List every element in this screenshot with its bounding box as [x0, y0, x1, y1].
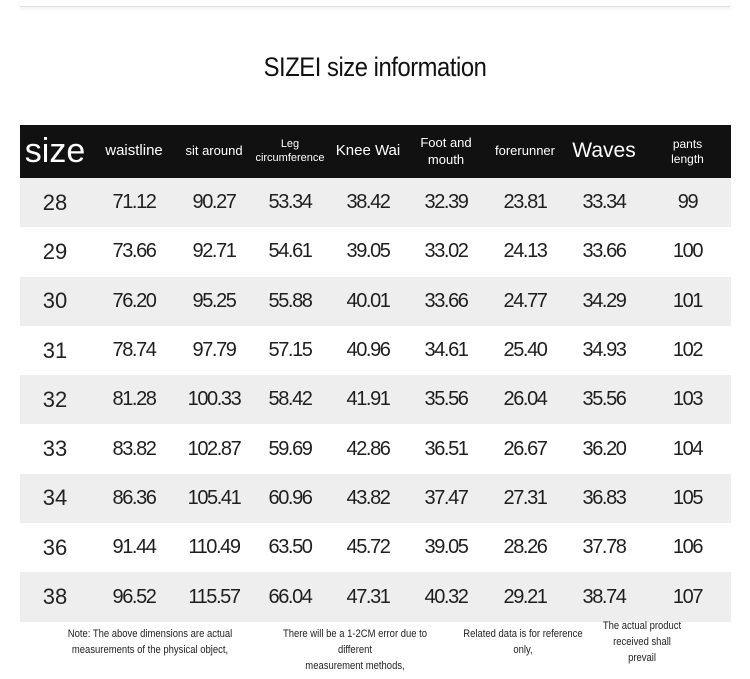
cell-knee-wai: 47.31 — [346, 585, 390, 608]
cell-sit-around: 90.27 — [192, 191, 236, 214]
header-waistline-label: waistline — [105, 142, 163, 160]
note-reference-line1: Related data is for reference — [463, 628, 583, 640]
cell-waves: 35.56 — [582, 388, 626, 411]
cell-waves: 33.34 — [582, 191, 626, 214]
cell-pants-length: 100 — [672, 240, 703, 263]
cell-pants-length: 104 — [672, 437, 703, 460]
cell-size: 29 — [42, 238, 68, 264]
cell-foot-and-mouth: 39.05 — [424, 536, 468, 559]
size-table — [20, 125, 731, 622]
header-leg-circumference-line2: circumference — [255, 151, 325, 164]
cell-knee-wai: 43.82 — [346, 486, 390, 509]
cell-foot-and-mouth: 40.32 — [424, 585, 468, 608]
cell-waistline: 81.28 — [112, 388, 156, 411]
cell-forerunner: 26.67 — [503, 437, 547, 460]
cell-pants-length: 102 — [672, 339, 703, 362]
table-row — [20, 424, 731, 473]
cell-foot-and-mouth: 33.02 — [424, 240, 468, 263]
cell-sit-around: 100.33 — [187, 388, 241, 411]
header-forerunner-label: forerunner — [495, 143, 555, 159]
cell-knee-wai: 41.91 — [346, 388, 390, 411]
table-row — [20, 474, 731, 523]
cell-leg-circumference: 63.50 — [268, 536, 312, 559]
cell-leg-circumference: 54.61 — [268, 240, 312, 263]
header-foot-and-mouth — [406, 125, 486, 178]
cell-foot-and-mouth: 37.47 — [424, 486, 468, 509]
cell-knee-wai: 40.01 — [346, 289, 390, 312]
cell-foot-and-mouth: 33.66 — [424, 289, 468, 312]
cell-size: 36 — [42, 534, 68, 560]
cell-leg-circumference: 57.15 — [268, 339, 312, 362]
cell-waistline: 86.36 — [112, 486, 156, 509]
cell-forerunner: 27.31 — [503, 486, 547, 509]
cell-sit-around: 95.25 — [192, 289, 236, 312]
note-actual-product-line2: received shall — [613, 636, 671, 648]
header-foot-and-mouth-line1: Foot and — [420, 135, 472, 151]
table-row — [20, 326, 731, 375]
cell-foot-and-mouth: 34.61 — [424, 339, 468, 362]
note-actual-product — [592, 618, 692, 666]
cell-forerunner: 24.13 — [503, 240, 547, 263]
cell-forerunner: 23.81 — [503, 191, 547, 214]
note-measurement-line2: measurements of the physical object, — [71, 644, 229, 656]
header-waves — [564, 125, 644, 178]
note-error-line2: measurement methods, — [305, 660, 405, 672]
cell-size: 31 — [42, 337, 68, 363]
cell-waistline: 91.44 — [112, 536, 156, 559]
cell-knee-wai: 45.72 — [346, 536, 390, 559]
header-size-label: size — [24, 132, 86, 171]
cell-waves: 34.93 — [582, 339, 626, 362]
header-pants-length-line2: length — [671, 151, 704, 166]
cell-forerunner: 29.21 — [503, 585, 547, 608]
note-measurement-line1: Note: The above dimensions are actual — [67, 628, 233, 640]
cell-waistline: 71.12 — [112, 191, 156, 214]
note-reference-line2: only, — [513, 644, 533, 656]
cell-waves: 38.74 — [582, 585, 626, 608]
cell-pants-length: 103 — [672, 388, 703, 411]
cell-leg-circumference: 55.88 — [268, 289, 312, 312]
header-foot-and-mouth-line2: mouth — [427, 151, 465, 167]
cell-sit-around: 97.79 — [192, 339, 236, 362]
header-pants-length-line1: pants — [672, 136, 703, 151]
cell-size: 34 — [42, 485, 68, 511]
table-row — [20, 178, 731, 227]
table-row — [20, 572, 731, 621]
page-title: SIZEI size information — [263, 52, 487, 82]
cell-waistline: 76.20 — [112, 289, 156, 312]
cell-sit-around: 105.41 — [187, 486, 241, 509]
cell-pants-length: 107 — [672, 585, 703, 608]
header-waves-label: Waves — [572, 139, 636, 163]
cell-knee-wai: 38.42 — [346, 191, 390, 214]
cell-forerunner: 28.26 — [503, 536, 547, 559]
cell-size: 30 — [42, 288, 68, 314]
table-row — [20, 277, 731, 326]
cell-foot-and-mouth: 32.39 — [424, 191, 468, 214]
cell-pants-length: 106 — [672, 536, 703, 559]
cell-waves: 36.20 — [582, 437, 626, 460]
table-row — [20, 523, 731, 572]
cell-pants-length: 105 — [672, 486, 703, 509]
cell-knee-wai: 40.96 — [346, 339, 390, 362]
top-divider — [20, 0, 730, 7]
cell-size: 28 — [42, 189, 68, 215]
cell-leg-circumference: 59.69 — [268, 437, 312, 460]
footer-notes — [0, 620, 750, 679]
cell-foot-and-mouth: 35.56 — [424, 388, 468, 411]
cell-size: 38 — [42, 584, 68, 610]
cell-size: 33 — [42, 436, 68, 462]
cell-pants-length: 101 — [672, 289, 703, 312]
cell-sit-around: 92.71 — [192, 240, 236, 263]
table-row — [20, 375, 731, 424]
header-leg-circumference-line1: Leg — [280, 137, 300, 150]
table-body — [20, 178, 731, 622]
table-header — [20, 125, 731, 178]
cell-waistline: 78.74 — [112, 339, 156, 362]
cell-forerunner: 25.40 — [503, 339, 547, 362]
cell-knee-wai: 39.05 — [346, 240, 390, 263]
header-size — [20, 125, 90, 178]
cell-waistline: 73.66 — [112, 240, 156, 263]
cell-waves: 36.83 — [582, 486, 626, 509]
cell-size: 32 — [42, 386, 68, 412]
note-error — [265, 626, 446, 674]
cell-forerunner: 24.77 — [503, 289, 547, 312]
header-forerunner — [486, 125, 564, 178]
cell-waistline: 83.82 — [112, 437, 156, 460]
header-sit-around-label: sit around — [185, 143, 243, 159]
cell-sit-around: 115.57 — [188, 585, 240, 608]
note-actual-product-line1: The actual product — [602, 620, 682, 632]
cell-pants-length: 99 — [677, 191, 698, 214]
cell-sit-around: 102.87 — [187, 437, 241, 460]
header-leg-circumference — [250, 125, 330, 178]
header-pants-length — [644, 125, 731, 178]
cell-sit-around: 110.49 — [188, 536, 240, 559]
cell-waistline: 96.52 — [112, 585, 156, 608]
header-waistline — [90, 125, 178, 178]
cell-foot-and-mouth: 36.51 — [424, 437, 468, 460]
note-actual-product-line3: prevail — [628, 652, 656, 664]
cell-leg-circumference: 58.42 — [268, 388, 312, 411]
header-sit-around — [178, 125, 250, 178]
cell-waves: 34.29 — [582, 289, 626, 312]
cell-waves: 37.78 — [582, 536, 626, 559]
cell-knee-wai: 42.86 — [346, 437, 390, 460]
note-error-line1: There will be a 1-2CM error due to different — [282, 628, 428, 656]
header-knee-wai-label: Knee Wai — [335, 142, 401, 160]
cell-leg-circumference: 53.34 — [268, 191, 312, 214]
cell-leg-circumference: 60.96 — [268, 486, 312, 509]
note-measurement — [55, 626, 244, 658]
cell-waves: 33.66 — [582, 240, 626, 263]
cell-leg-circumference: 66.04 — [268, 585, 312, 608]
header-knee-wai — [330, 125, 406, 178]
note-reference — [459, 626, 588, 658]
table-row — [20, 227, 731, 276]
cell-forerunner: 26.04 — [503, 388, 547, 411]
